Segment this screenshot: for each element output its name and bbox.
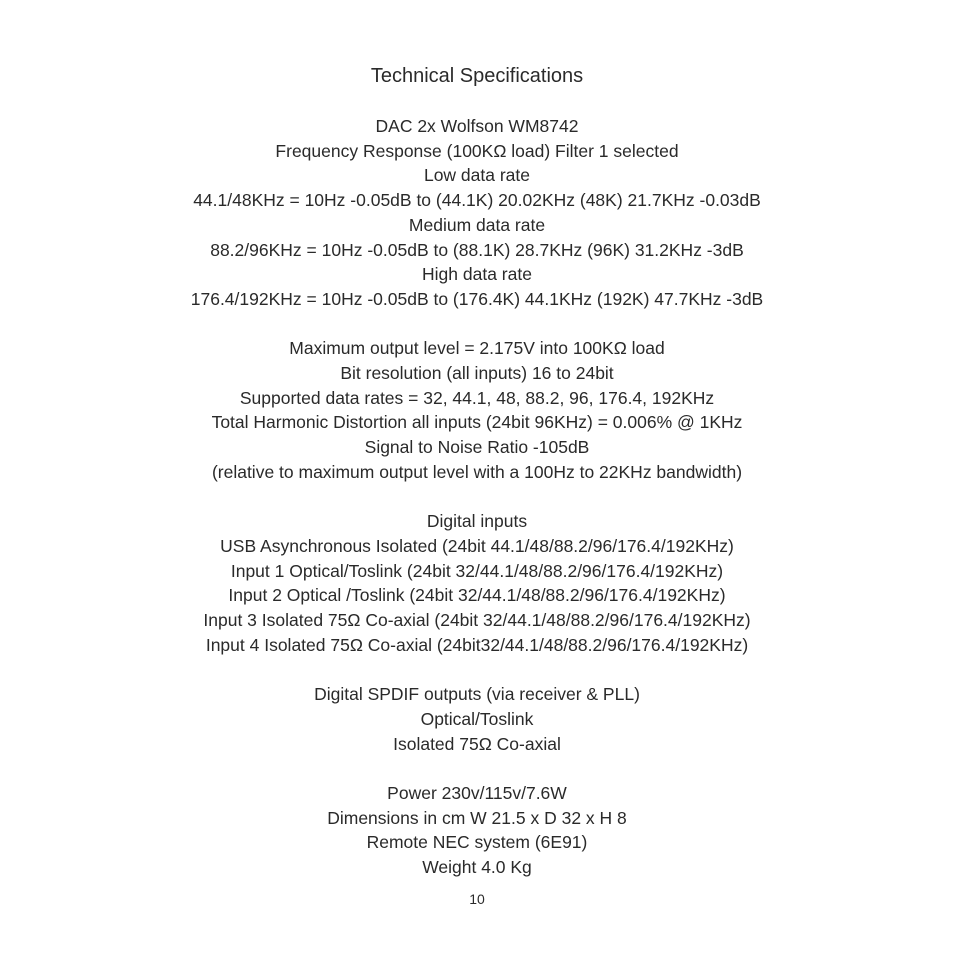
spec-line: Isolated 75Ω Co-axial [393,733,561,754]
spec-line: High data rate [422,264,532,285]
spec-line: Remote NEC system (6E91) [366,832,588,853]
spec-line: Digital SPDIF outputs (via receiver & PLL) [314,684,640,705]
page-number: 10 [469,891,485,907]
spec-line: Dimensions in cm W 21.5 x D 32 x H 8 [327,807,627,828]
spec-line: Input 4 Isolated 75Ω Co-axial (24bit32/44.1/48/88.2/96/176.4/192KHz) [205,634,749,655]
specifications-body [0,114,954,880]
spec-line: Digital inputs [426,511,528,532]
spec-line: Optical/Toslink [420,708,534,729]
spec-line: 88.2/96KHz = 10Hz -0.05dB to (88.1K) 28.7KHz (96K) 31.2KHz -3dB [210,239,744,260]
section-gap [0,756,954,781]
spec-line: Supported data rates = 32, 44.1, 48, 88.2, 96, 176.4, 192KHz [239,387,715,408]
section-gap [0,312,954,337]
spec-line: Signal to Noise Ratio -105dB [364,437,590,458]
spec-line: USB Asynchronous Isolated (24bit 44.1/48/88.2/96/176.4/192KHz) [220,535,734,556]
spec-line: Weight 4.0 Kg [422,857,532,878]
spec-line: Input 3 Isolated 75Ω Co-axial (24bit 32/44.1/48/88.2/96/176.4/192KHz) [203,610,751,631]
spec-line: Power 230v/115v/7.6W [387,782,567,803]
output-section [0,336,954,484]
spec-line: Total Harmonic Distortion all inputs (24bit 96KHz) = 0.006% @ 1KHz [211,412,743,433]
spec-line: Frequency Response (100KΩ load) Filter 1 selected [275,140,679,161]
spec-line: 44.1/48KHz = 10Hz -0.05dB to (44.1K) 20.02KHz (48K) 21.7KHz -0.03dB [193,190,761,211]
spec-line: Input 2 Optical /Toslink (24bit 32/44.1/48/88.2/96/176.4/192KHz) [228,585,726,606]
dac-section [0,114,954,312]
spec-line: Bit resolution (all inputs) 16 to 24bit [340,363,614,384]
digital-inputs-section [0,509,954,657]
page-title: Technical Specifications [370,65,584,87]
spec-line: Medium data rate [408,214,546,235]
spec-line: (relative to maximum output level with a 100Hz to 22KHz bandwidth) [211,461,743,482]
spec-line: Input 1 Optical/Toslink (24bit 32/44.1/48/88.2/96/176.4/192KHz) [230,560,724,581]
spec-line: DAC 2x Wolfson WM8742 [375,116,579,136]
section-gap [0,485,954,510]
section-gap [0,657,954,682]
general-section [0,781,954,880]
spec-line: Low data rate [423,165,531,186]
spec-line: Maximum output level = 2.175V into 100KΩ load [289,338,665,359]
spec-line: 176.4/192KHz = 10Hz -0.05dB to (176.4K) 44.1KHz (192K) 47.7KHz -3dB [190,288,764,309]
digital-outputs-section [0,682,954,756]
